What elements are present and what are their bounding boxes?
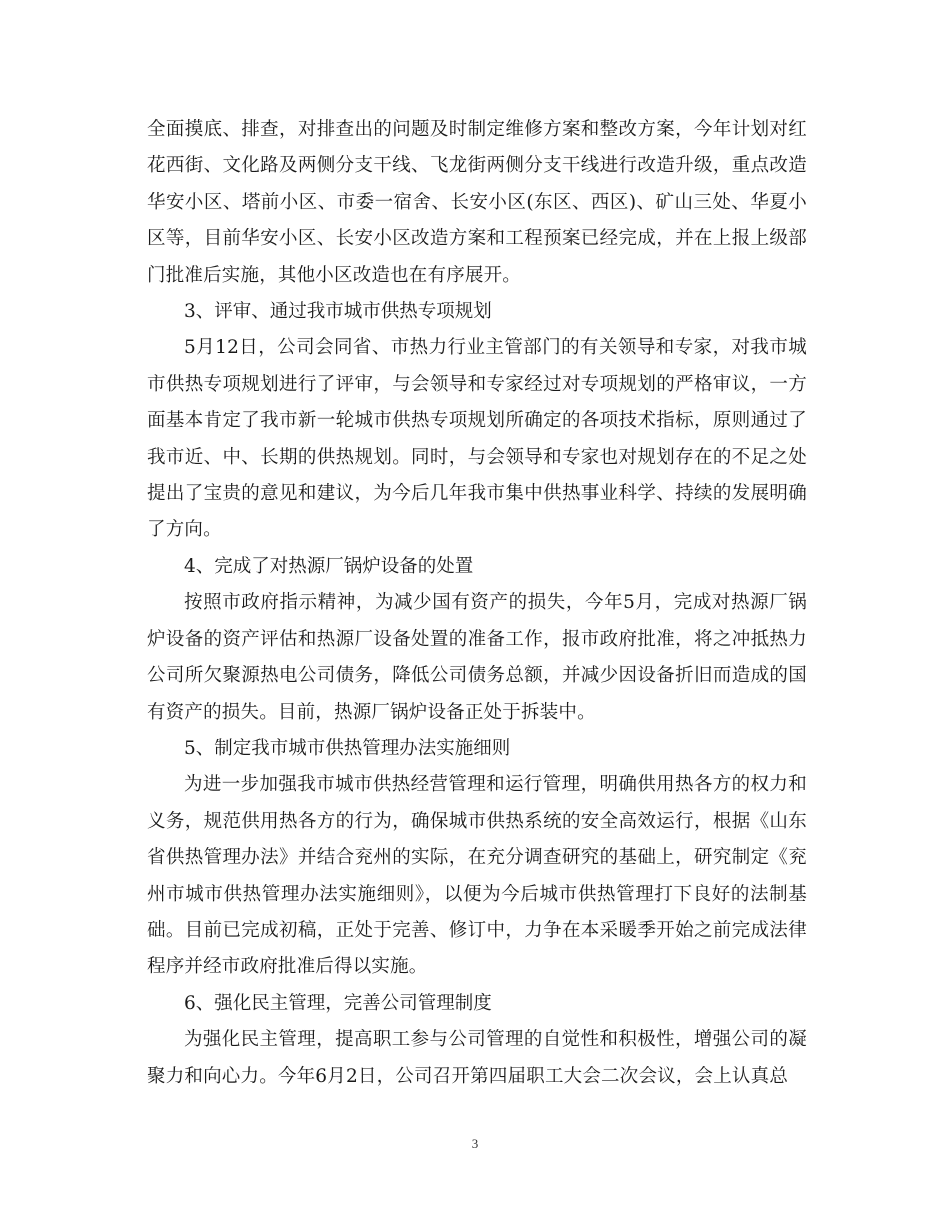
- section-heading: 5、制定我市城市供热管理办法实施细则: [184, 737, 511, 759]
- section-heading: 4、完成了对热源厂锅炉设备的处置: [184, 555, 474, 577]
- section-heading: 6、强化民主管理，完善公司管理制度: [184, 992, 492, 1014]
- paragraph: 全面摸底、排查，对排查出的问题及时制定维修方案和整改方案，今年计划对红花西街、文化路及两侧分支干线、飞龙街两侧分支干线进行改造升级，重点改造华安小区、塔前小区、市委一宿舍、长安小区(东区、西区)、矿山三处、华夏小区等，目前华安小区、长安小区改造方案和工程预案已经完成，并在上报上级部门批准后实施，其他小区改造也在有序展开。: [147, 119, 807, 286]
- page-number: 3: [471, 1136, 479, 1151]
- paragraph: 5月12日，公司会同省、市热力行业主管部门的有关领导和专家，对我市城市供热专项规划进行了评审，与会领导和专家经过对专项规划的严格审议，一方面基本肯定了我市新一轮城市供热专项规划所确定的各项技术指标，原则通过了我市近、中、长期的供热规划。同时，与会领导和专家也对规划存在的不足之处提出了宝贵的意见和建议，为今后几年我市集中供热事业科学、持续的发展明确了方向。: [147, 337, 807, 541]
- document-body: [147, 112, 807, 1095]
- section-heading: 3、评审、通过我市城市供热专项规划: [184, 301, 492, 323]
- paragraph: 为强化民主管理，提高职工参与公司管理的自觉性和积极性，增强公司的凝聚力和向心力。今年6月2日，公司召开第四届职工大会二次会议，会上认真总: [147, 1029, 807, 1087]
- paragraph: 按照市政府指示精神，为减少国有资产的损失，今年5月，完成对热源厂锅炉设备的资产评估和热源厂设备处置的准备工作，报市政府批准，将之冲抵热力公司所欠聚源热电公司债务，降低公司债务总额，并减少因设备折旧而造成的国有资产的损失。目前，热源厂锅炉设备正处于拆装中。: [147, 592, 807, 723]
- paragraph: 为进一步加强我市城市供热经营管理和运行管理，明确供用热各方的权力和义务，规范供用热各方的行为，确保城市供热系统的安全高效运行，根据《山东省供热管理办法》并结合兖州的实际，在充分调查研究的基础上，研究制定《兖州市城市供热管理办法实施细则》，以便为今后城市供热管理打下良好的法制基础。目前已完成初稿，正处于完善、修订中，力争在本采暖季开始之前完成法律程序并经市政府批准后得以实施。: [147, 774, 807, 978]
